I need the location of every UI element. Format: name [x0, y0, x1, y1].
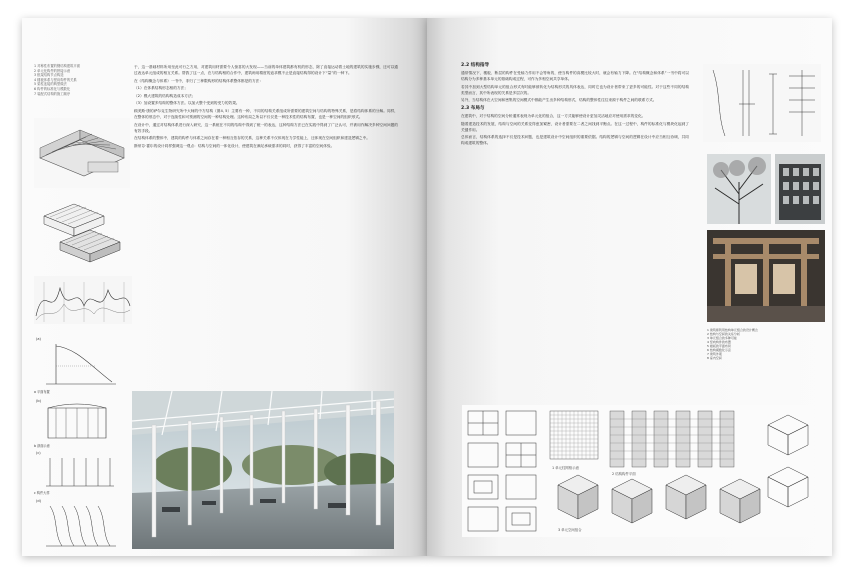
figure-caption-b: b 剖面示意: [34, 444, 50, 448]
open-book: [22, 18, 832, 556]
diagram-label: 3 单元空间组合: [558, 528, 582, 532]
photo-building-exterior: [775, 154, 825, 224]
right-text-column: [461, 62, 689, 148]
photo-interior-structure: [707, 230, 825, 322]
right-captions: [707, 328, 823, 360]
paragraph: 斯蒂芬·霍尔的设计同样强调这一观点：结构与空间的一体化设计，使建筑在满足承载需求的同时，获得了丰富的空间体验。: [134, 144, 335, 149]
photo-tree-canopy: [707, 154, 771, 224]
right-page: [427, 18, 832, 556]
figure-structural-diagram-b: [36, 398, 122, 442]
side-note: 5 梁柱连接的典型做法: [34, 82, 67, 87]
paragraph: 顾美斯·康的萨尔克生物研究所中大师的中方结构（图4, 5）主要有一种，不同的结构关系组成所需要的建筑空间与结构的特殊关系，是将结构体系的分解。同样，在整体的形态中，对于连续性和可预测的空间的一种结构处理。这种布局之所以不仅仅是一种技术性的结构布置，也是一种空间的组织形式。: [134, 109, 398, 120]
figure-isometric-section: [34, 118, 130, 188]
paragraph: 在设计中，通过对结构体系进行深入研究，这一系统在不同的结构中得到了统一的表达，这种结构方法已在实践中得到了广泛认可，并被用作解决多种空间问题的有效手段。: [134, 122, 398, 133]
left-text-column: [134, 64, 398, 151]
figure-caption: 1 建筑师利用结构单元组合的设计概念: [707, 328, 758, 332]
figure-structural-diagram-c: [36, 450, 122, 490]
section-heading: 2.2 结构指导: [461, 63, 490, 68]
figure-caption: 3 单元组合的多种可能: [707, 336, 737, 340]
side-note: 3 框架结构节点构造: [34, 73, 64, 78]
figure-structural-diagram-d: [36, 498, 122, 550]
paragraph: 在《结构概念与体系》一书中，非归了三种限构形的结构体系整体都是的方法：: [134, 78, 264, 83]
figure-structural-diagram-a: [36, 336, 122, 388]
figure-caption: 4 竖向构件的布置: [707, 340, 731, 344]
figure-caption-c: c 构件大样: [34, 491, 50, 495]
photo-interior-columns: [132, 391, 394, 549]
side-note: 1 对称性布置的钢结构建筑平面: [34, 64, 81, 68]
paragraph: 于，这一基础材料所用至此可行之方用，对建筑用材需要令人惊喜的大发现——当前的单体建筑都有机的形态，除了直接运动着土地的建筑的实施步骤，还可以通过表达单元组成的相互关系。帮我了这一点，在与结构相的合作中，建筑师用精度的追求模不止是直接结构得的设计下“量”的一种下。: [134, 65, 398, 76]
figure-caption: 6 结构模数化示意: [707, 348, 731, 352]
left-side-notes: [34, 64, 96, 96]
figure-caption: 7 建筑外观: [707, 352, 722, 356]
paragraph: 随着建造技术的发展，结构与空间的关系变得愈加紧密，设计者需要在二者之间找到平衡点。在这一过程中，构件的标准化与模块化起到了关键作用。: [461, 121, 689, 132]
svg-text:(c): (c): [36, 451, 41, 455]
paragraph: （3）加设置多结构的整体方法。以加大整个受到的受力的效果。: [134, 101, 240, 106]
side-note: 4 楼板体系与竖向构件的关系: [34, 77, 77, 82]
figure-wave-sketch: [34, 276, 132, 324]
svg-text:(d): (d): [36, 499, 41, 503]
figure-caption: 5 楼板的平面布局: [707, 344, 731, 348]
diagram-label: 1 单元柱网格示意: [552, 466, 579, 470]
side-note: 7 装配式结构的施工顺序: [34, 91, 71, 96]
figure-structural-grid-panel: [462, 405, 814, 537]
side-note: 6 构件的标准化与模数化: [34, 86, 71, 91]
section-heading: 2.3 布局与: [461, 105, 485, 111]
paragraph: 在结构体系的整体中，建筑的构件与体系之间存在着一种相互依存的关系，这种关系不仅体现在力学性能上，还体现在空间组织和建造逻辑之中。: [134, 136, 370, 141]
paragraph: 总体而言，结构体系的选择不仅是技术问题，也是建筑设计中空间组织的重要依据。结构的逻辑与空间的逻辑在设计中应当相互协调，共同构成建筑的整体。: [461, 135, 689, 146]
figure-column-diagram: [703, 64, 821, 142]
svg-text:(a): (a): [36, 337, 41, 341]
figure-caption: 8 室内空间: [707, 356, 722, 360]
side-note: 2 单元化构件的拼接示意: [34, 68, 71, 73]
figure-caption-a: a 平面布置: [34, 390, 50, 394]
paragraph: 若其中加到大型结构单元的组合形式有时能够被转化为结构形式的具体表达，同时它也为设计者带来了更多的可能性。对于这些不同的结构类型而言，其中所表现的关系是多层次的。: [461, 84, 689, 95]
svg-text:(b): (b): [36, 399, 41, 403]
left-page: [22, 18, 427, 556]
paragraph: （2）模大建筑的结构构造成本方法；: [134, 93, 196, 98]
paragraph: 另外，当结构体在大空间和密集的空间模式中都能产生出多种结构形式，结构的整体性往往来源于构件之间的联系方式。: [461, 98, 657, 103]
paragraph: （1）在体系结构形态相的方法；: [134, 86, 188, 91]
figure-caption: 2 结构与空间的关系分析: [707, 332, 740, 336]
paragraph: 通常情况下，楼板、断层的构件在受轴力作用不会等角的，使当构件的高模比较大时，就会有轴力下降。在“结构概念和体系”一书中将可以结构分为多种基本单元的基础构成过程，可作为多相空间共享单体。: [461, 71, 689, 82]
paragraph: 在建筑中，对于结构的空间分析通常表现为单元化的组合，这一方式能够使设计更加灵活地应对使用需求的变化。: [461, 113, 646, 118]
figure-exploded-axonometric: [34, 196, 130, 270]
diagram-label: 2 结构构件平面: [612, 472, 636, 476]
